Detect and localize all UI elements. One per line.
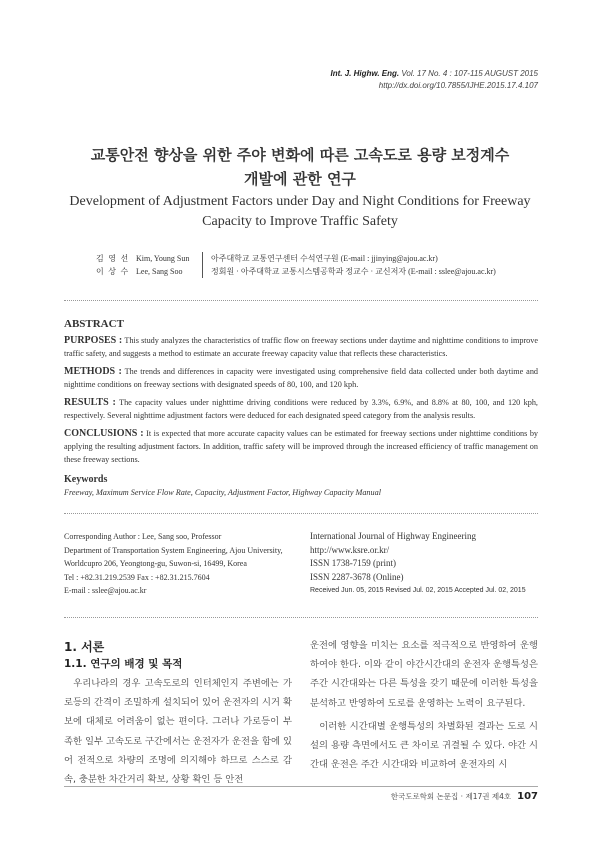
section-label: PURPOSES : xyxy=(64,335,123,346)
keywords: Freeway, Maximum Service Flow Rate, Capacity, Adjustment Factor, Highway Capacity Manual xyxy=(64,488,381,497)
submission-dates: Received Jun. 05, 2015 Revised Jul. 02, 2015 Accepted Jul. 02, 2015 xyxy=(310,587,526,594)
abstract-conclusions xyxy=(64,427,538,466)
volume-info: Vol. 17 No. 4 : 107-115 AUGUST 2015 xyxy=(401,69,538,78)
body-column-right xyxy=(310,636,538,778)
footer-journal: 한국도로학회 논문집 · 제17권 제4호 xyxy=(390,792,512,801)
section-label: CONCLUSIONS : xyxy=(64,428,144,439)
author-name-en: Kim, Young Sun xyxy=(136,254,190,263)
english-title xyxy=(0,192,600,232)
journal-name: International Journal of Highway Engineering xyxy=(310,531,476,541)
body-paragraph: 이러한 시간대별 운행특성의 차별화된 결과는 도로 시설의 용량 측면에서도 큰 차이로 귀결될 수 있다. 야간 시간대 운전은 주간 시간대와 비교하여 운전자의 시 xyxy=(310,720,538,771)
journal-info xyxy=(310,530,526,598)
abstract-methods xyxy=(64,365,538,391)
page-number: 107 xyxy=(517,791,538,802)
author-name-en: Lee, Sang Soo xyxy=(136,267,183,276)
corr-line: Tel : +82.31.219.2539 Fax : +82.31.215.7604 xyxy=(64,572,210,582)
body-paragraph: 우리나라의 경우 고속도로의 인터체인지 주변에는 가로등의 간격이 조밀하게 설치되어 있어 운전자의 시거 확보에 대체로 어려움이 없는 편이다. 그러나 가로등이 부족한 일부 고속도로 구간에서는 운전자가 운전을 함에 있어 전적으로 차량의 조명에 의지해야 하므로 스스로 감속, 충분한 차간거리 확보, 상황 확인 등 안전 xyxy=(64,678,292,786)
author-name-ko: 김 영 선 xyxy=(96,254,130,263)
subsection-heading: 1.1. 연구의 배경 및 목적 xyxy=(64,658,183,670)
abstract xyxy=(64,318,538,499)
abstract-purposes xyxy=(64,334,538,360)
section-label: RESULTS : xyxy=(64,397,116,408)
author-name-ko: 이 상 수 xyxy=(96,267,130,276)
keywords-heading: Keywords xyxy=(64,474,108,485)
journal-abbr: Int. J. Highw. Eng. xyxy=(330,69,400,78)
section-label: METHODS : xyxy=(64,366,122,377)
corr-line: E-mail : sslee@ajou.ac.kr xyxy=(64,586,147,595)
author-row xyxy=(96,265,496,278)
author-list xyxy=(96,252,496,278)
running-header xyxy=(331,68,539,92)
english-title-line: Development of Adjustment Factors under Day and Night Conditions for Freeway xyxy=(69,194,531,209)
section-text: The capacity values under nighttime driving conditions were reduced by 3.3%, 6.9%, and 8.8% at 80, 100, and 120 kph, respectively. Several nighttime adjustment factors were deduced for each designated speed category from the analysis results. xyxy=(64,398,538,420)
korean-title-line: 개발에 관한 연구 xyxy=(244,170,356,188)
corresponding-author xyxy=(64,530,283,598)
corr-line: Department of Transportation System Engineering, Ajou University, xyxy=(64,545,283,555)
abstract-heading: ABSTRACT xyxy=(64,318,124,330)
divider xyxy=(64,617,538,618)
body-paragraph: 운전에 영향을 미치는 요소를 적극적으로 반영하여 운행하여야 한다. 이와 같이 야간시간대의 운전자 운행특성은 주간 시간대와는 다른 특성을 갖기 때문에 이러한 특성을 분석하고 반영하여 도로를 운영하는 노력이 요구된다. xyxy=(310,640,538,709)
section-text: It is expected that more accurate capacity values can be estimated for freeway sections under nighttime conditions by applying the resulting adjustment factors. In addition, traffic safety will be improved through the increased efficiency of traffic management on these freeway sections. xyxy=(64,429,539,464)
divider xyxy=(64,300,538,301)
footer-divider xyxy=(64,786,538,787)
body-column-left xyxy=(64,638,292,793)
corr-line: Corresponding Author : Lee, Sang soo, Professor xyxy=(64,532,222,541)
author-affiliation: 정회원 · 아주대학교 교통시스템공학과 정교수 · 교신저자 (E-mail : sslee@ajou.ac.kr) xyxy=(202,265,496,278)
korean-title-line: 교통안전 향상을 위한 주야 변화에 따른 고속도로 용량 보정계수 xyxy=(90,146,510,164)
page-footer xyxy=(391,791,538,802)
author-affiliation: 아주대학교 교통연구센터 수석연구원 (E-mail : jjinying@ajou.ac.kr) xyxy=(202,252,438,265)
issn-online: ISSN 2287-3678 (Online) xyxy=(310,571,404,582)
journal-url[interactable]: http://www.ksre.or.kr/ xyxy=(310,544,390,555)
author-row xyxy=(96,252,496,265)
section-text: This study analyzes the characteristics of traffic flow on freeway sections under daytime and nighttime conditions to improve traffic safety, and suggests a method to estimate an accurate freeway capacity value that reflects these characteristics. xyxy=(64,336,538,358)
english-title-line: Capacity to Improve Traffic Safety xyxy=(202,214,398,229)
korean-title xyxy=(0,143,600,191)
divider xyxy=(64,513,538,514)
doi-link[interactable]: http://dx.doi.org/10.7855/IJHE.2015.17.4.107 xyxy=(378,81,538,90)
abstract-results xyxy=(64,396,538,422)
corr-line: Worldcupro 206, Yeongtong-gu, Suwon-si, 16499, Korea xyxy=(64,559,247,568)
section-heading: 1. 서론 xyxy=(64,640,105,654)
section-text: The trends and differences in capacity were investigated using comprehensive field data collected under both daytime and nighttime conditions on freeway sections with designated speeds of 80, 100, and 120 kph. xyxy=(64,367,539,389)
issn-print: ISSN 1738-7159 (print) xyxy=(310,558,396,568)
